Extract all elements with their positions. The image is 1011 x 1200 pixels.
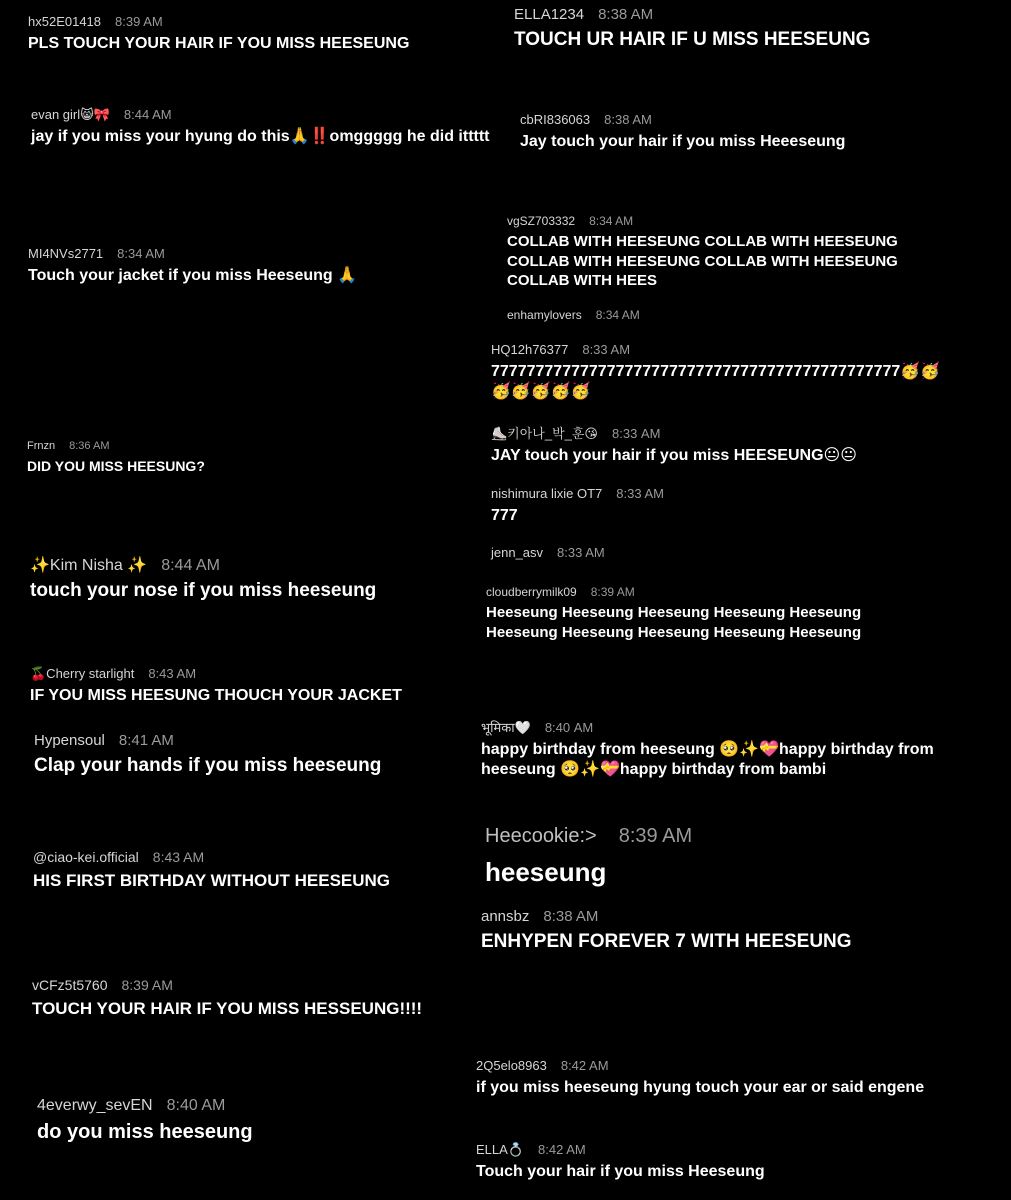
comment-timestamp: 8:34 AM [589, 214, 634, 228]
comment-item [491, 342, 971, 403]
comment-text: PLS TOUCH YOUR HAIR IF YOU MISS HEESEUNG [28, 34, 410, 52]
comment-text: 777 [491, 506, 518, 524]
comment-item [28, 246, 478, 286]
comment-item [34, 732, 464, 779]
comment-username: cloudberrymilk09 [486, 585, 577, 599]
comment-timestamp: 8:40 AM [544, 720, 594, 735]
comment-item [520, 112, 980, 152]
comment-item [485, 824, 885, 890]
comment-timestamp: 8:42 AM [560, 1058, 609, 1073]
comment-username: 2Q5elo8963 [476, 1058, 547, 1073]
comment-username: ✨Kim Nisha ✨ [30, 557, 148, 574]
comment-item [31, 107, 491, 147]
comment-item [514, 6, 984, 53]
comment-text: Touch your jacket if you miss Heeseung 🙏 [28, 266, 358, 284]
comment-text: touch your nose if you miss heeseung [30, 580, 377, 602]
comment-username: vgSZ703332 [507, 214, 576, 228]
comment-text: Heeseung Heeseung Heeseung Heeseung Heeseung Heeseung Heeseung Heeseung Heeseung Heeseung [486, 604, 862, 641]
comment-username: jenn_asv [491, 545, 544, 560]
comment-timestamp: 8:39 AM [115, 14, 163, 29]
comment-text: jay if you miss your hyung do this🙏‼️omggggg he did ittttt [31, 127, 490, 145]
comment-timestamp: 8:34 AM [595, 308, 640, 322]
comment-timestamp: 8:44 AM [161, 557, 220, 574]
comment-username: @ciao-kei.official [33, 849, 139, 865]
comment-text: TOUCH UR HAIR IF U MISS HEESEUNG [514, 29, 871, 50]
comment-username: Hypensoul [34, 732, 105, 749]
comment-timestamp: 8:44 AM [123, 107, 172, 122]
comment-username: 🍒Cherry starlight [30, 666, 135, 681]
comment-timestamp: 8:39 AM [121, 977, 173, 993]
comment-item [491, 545, 791, 561]
comment-username: भूमिका🤍 [481, 720, 531, 735]
comment-timestamp: 8:33 AM [616, 486, 664, 501]
comment-text: 7777777777777777777777777777777777777777777777🥳🥳🥳🥳🥳🥳🥳 [491, 362, 941, 401]
comment-item [486, 585, 896, 642]
comment-timestamp: 8:41 AM [118, 732, 174, 749]
comment-timestamp: 8:33 AM [557, 545, 605, 560]
comment-username: cbRI836063 [520, 112, 591, 127]
comment-timestamp: 8:38 AM [598, 6, 654, 23]
comment-username: HQ12h76377 [491, 342, 569, 357]
comment-username: ⛸️키아나_박_훈😘 [491, 426, 598, 441]
comment-timestamp: 8:34 AM [117, 246, 165, 261]
comment-item [28, 14, 478, 54]
comment-username: evan girl😸🎀 [31, 107, 110, 122]
comment-item [33, 849, 473, 892]
comment-item [481, 908, 951, 955]
comment-username: Heecookie:> [485, 825, 597, 847]
comment-item [481, 720, 971, 781]
comment-text: Clap your hands if you miss heeseung [34, 755, 382, 776]
comment-text: IF YOU MISS HEESUNG THOUCH YOUR JACKET [30, 686, 402, 704]
comment-username: enhamylovers [507, 308, 582, 322]
comment-item [476, 1058, 946, 1098]
comment-text: if you miss heeseung hyung touch your ear or said engene [476, 1078, 925, 1096]
comment-item [37, 1096, 457, 1145]
comment-text: Jay touch your hair if you miss Heeeseung [520, 132, 846, 150]
comment-text: HIS FIRST BIRTHDAY WITHOUT HEESEUNG [33, 870, 391, 890]
comment-timestamp: 8:42 AM [538, 1142, 586, 1157]
comment-timestamp: 8:38 AM [604, 112, 652, 127]
comment-username: ELLA💍 [476, 1142, 524, 1157]
comment-text: happy birthday from heeseung 🥺✨💝happy birthday from heeseung 🥺✨💝happy birthday from bambi [481, 740, 934, 779]
comment-item [507, 214, 902, 291]
comment-text: TOUCH YOUR HAIR IF YOU MISS HESSEUNG!!!! [32, 998, 423, 1018]
comment-text: do you miss heeseung [37, 1121, 253, 1144]
comment-item [30, 666, 470, 706]
comment-username: nishimura lixie OT7 [491, 486, 603, 501]
comment-timestamp: 8:39 AM [618, 825, 693, 847]
comment-item [491, 426, 971, 466]
comment-timestamp: 8:39 AM [590, 585, 635, 599]
comment-text: DID YOU MISS HEESUNG? [27, 458, 205, 475]
comment-username: MI4NVs2771 [28, 246, 104, 261]
comment-username: 4everwy_sevEN [37, 1097, 153, 1114]
comment-item [32, 977, 472, 1020]
comment-timestamp: 8:33 AM [612, 426, 661, 441]
comment-item [27, 440, 467, 475]
comment-timestamp: 8:36 AM [69, 440, 110, 452]
comment-text: JAY touch your hair if you miss HEESEUNG😐😐 [491, 446, 857, 464]
comment-username: Frnzn [27, 440, 56, 452]
comment-username: annsbz [481, 908, 530, 925]
comment-item [476, 1142, 946, 1182]
comment-item [507, 308, 807, 322]
comment-text: Touch your hair if you miss Heeseung [476, 1162, 765, 1180]
comment-text: heeseung [485, 857, 607, 887]
comment-username: ELLA1234 [514, 6, 585, 23]
comment-username: hx52E01418 [28, 14, 102, 29]
comment-timestamp: 8:33 AM [582, 342, 631, 357]
comment-text: ENHYPEN FOREVER 7 WITH HEESEUNG [481, 931, 852, 952]
comment-timestamp: 8:40 AM [166, 1097, 226, 1114]
comment-item [30, 556, 480, 604]
comment-timestamp: 8:38 AM [543, 908, 599, 925]
comment-text: COLLAB WITH HEESEUNG COLLAB WITH HEESEUNG COLLAB WITH HEESEUNG COLLAB WITH HEESEUNG COLLAB WITH HEES [507, 233, 898, 290]
comment-timestamp: 8:43 AM [148, 666, 197, 681]
comment-username: vCFz5t5760 [32, 977, 108, 993]
comment-item [491, 486, 971, 526]
comment-timestamp: 8:43 AM [152, 849, 205, 865]
